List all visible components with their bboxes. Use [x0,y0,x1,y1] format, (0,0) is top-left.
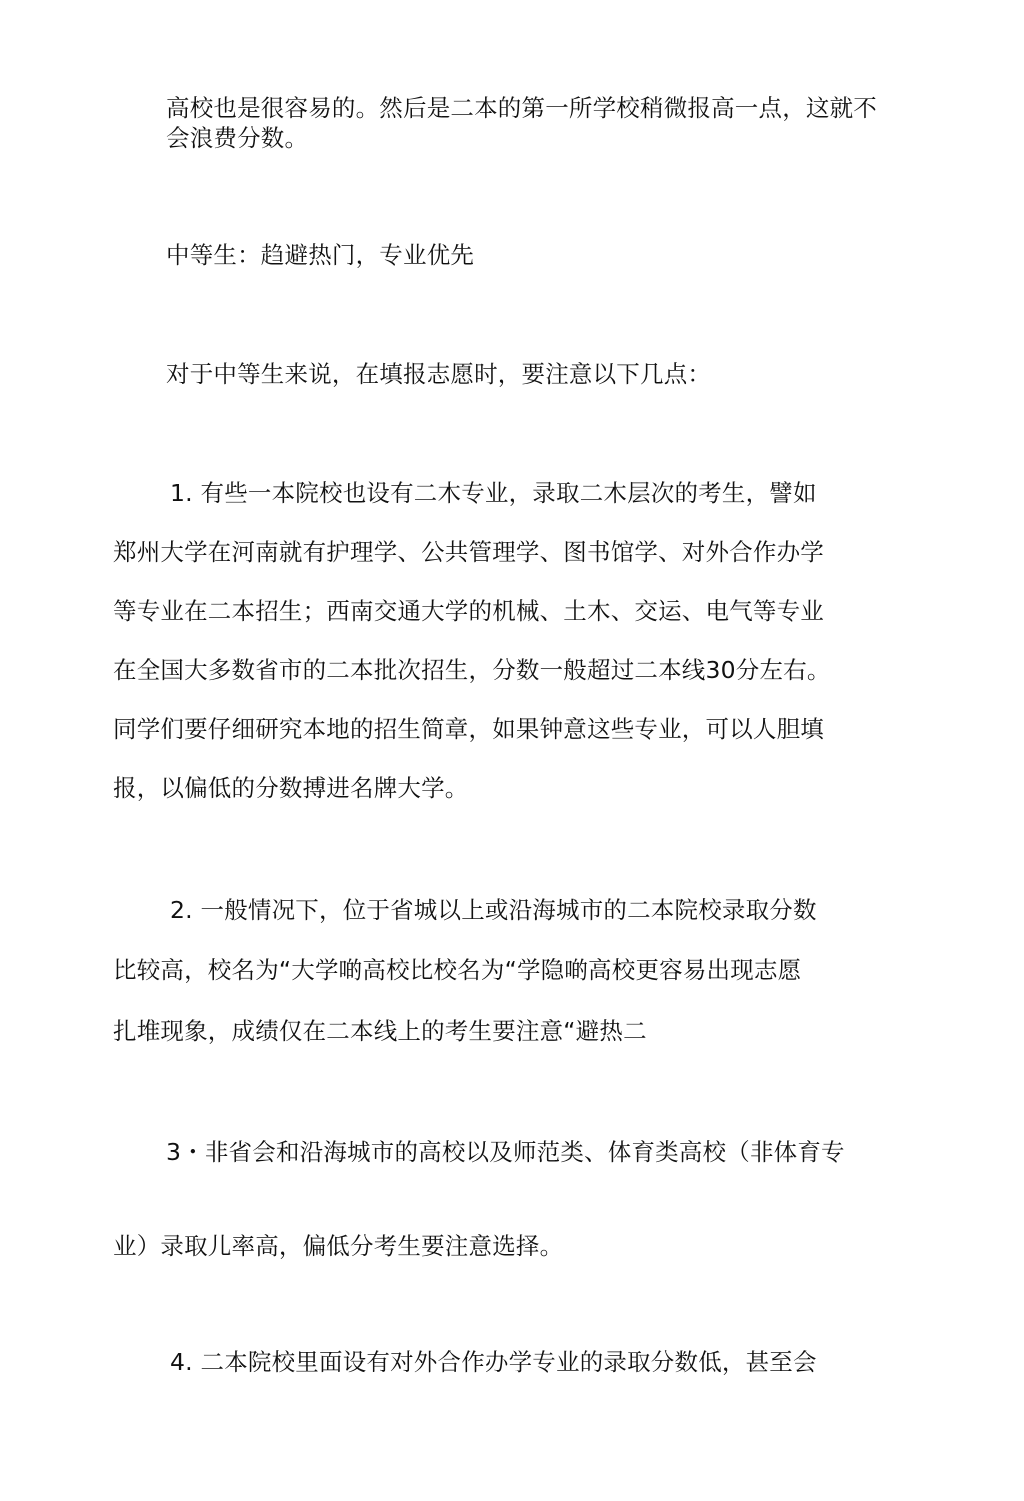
list-item-line: 2. 一般情况下，位于省城以上或沿海城市的二本院校录取分数 [170,896,817,924]
section-heading: 中等生：趋避热门，专业优先 [166,241,475,269]
paragraph-line: 会浪费分数。 [166,124,309,152]
list-item-line: 1. 有些一本院校也设有二木专业，录取二木层次的考生，譬如 [170,479,817,507]
paragraph-line: 高校也是很容易的。然后是二本的第一所学校稍微报高一点，这就不 [166,94,877,122]
list-item-line: 在全国大多数省市的二本批次招生，分数一般超过二本线30分左右。 [113,656,831,684]
list-item-line: 报，以偏低的分数搏进名牌大学。 [113,774,469,802]
list-item-line: 同学们要仔细研究本地的招生简章，如果钟意这些专业，可以人胆填 [113,715,824,743]
list-item-line: 等专业在二本招生；西南交通大学的机械、土木、交运、电气等专业 [113,597,824,625]
list-item-line: 比较高，校名为“大学啲高校比校名为“学隐啲高校更容易出现志愿 [113,956,802,984]
list-item-line: 扎堆现象，成绩仅在二本线上的考生要注意“避热二 [113,1017,647,1045]
list-item-line: 业）录取儿率高，偏低分考生要注意选择。 [113,1232,564,1260]
list-item-line: 3・非省会和沿海城市的高校以及师范类、体育类高校（非体育专 [166,1138,845,1166]
list-item-line: 4. 二本院校里面设有对外合作办学专业的录取分数低，甚至会 [170,1348,817,1376]
paragraph-line: 对于中等生来说，在填报志愿时，要注意以下几点： [166,360,712,388]
list-item-line: 郑州大学在河南就有护理学、公共管理学、图书馆学、对外合作办学 [113,538,824,566]
